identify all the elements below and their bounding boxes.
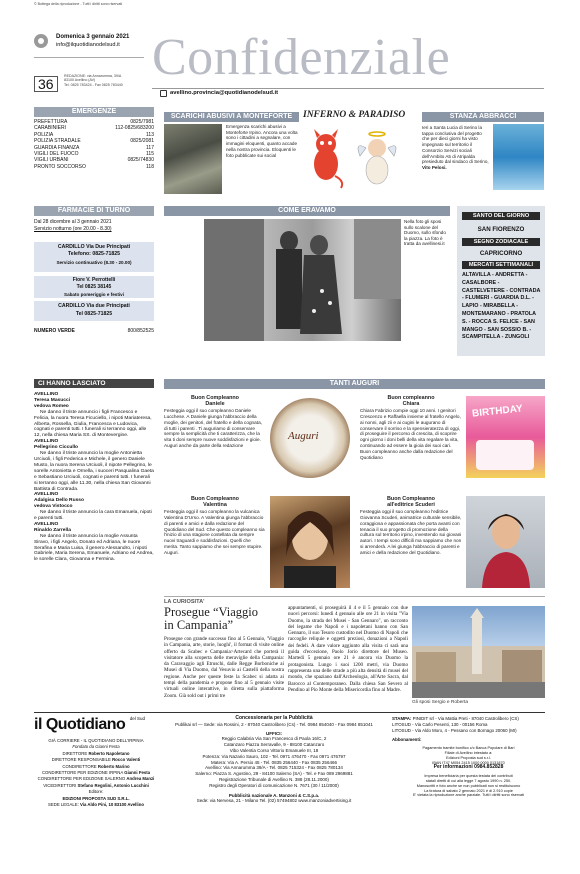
devil-illustration (305, 126, 347, 191)
emergenze-title: EMERGENZE (34, 107, 154, 117)
inferno-title: INFERNO & PARADISO (303, 110, 406, 120)
birthday-photo (466, 396, 545, 478)
come-eravamo-caption: Nella foto gli sposi sullo scalone del Duomo, sullo sfondo la piazza. La foto è tratta da avellinesi.it (404, 219, 446, 247)
header-email[interactable]: info@ilquotidianodelsud.it (56, 42, 120, 48)
farmacie-box: Dal 28 dicembre al 3 gennaio 2021 Servizio notturno (ore 20.00 - 8.30) (34, 219, 112, 232)
angel-illustration (352, 126, 402, 191)
list-item: PREFETTURA 0825/7981 (34, 119, 154, 125)
scarichi-photo (164, 124, 222, 194)
emergenze-list (34, 119, 154, 170)
scarichi-title: SCARICHI ABUSIVI A MONTEFORTE (164, 112, 299, 122)
curiosita-title: Prosegue “Viaggio in Campania” (164, 605, 259, 632)
auguri-title: TANTI AUGURI (164, 379, 545, 389)
title-email[interactable]: avellino.provincia@quotidianodelsud.it (170, 90, 279, 96)
farmacia-2: Fiore V. Perrottelli Tel 0825 38145 Sabato pomeriggio e festivi (34, 276, 154, 298)
valentina-photo (270, 496, 350, 588)
come-eravamo-title: COME ERAVAMO (164, 206, 450, 216)
page-number: 36 (34, 76, 58, 92)
footer-stampa: STAMPA: PINIDIT srl - Via Mattia Preti - 87040 Castrolibero (CS) LITOSUD - Via Carlo Pesenti, 130 - 00156 Roma LITOSUD - Via Aldo Moro, 4 - Pessano con Bornago 20060 (MI) Abbonamenti: Pagamento tramite bonifico c/c Banca Popolare di Bari Filiale di Avellino intestato a: Edizioni Proposta sud s.r.l. IBAN IT47 M054 2415 1000 0000 0131870 Per informazioni 0984.852828 Impresa beneficiaria per questa testata dei contributi statali diretti di cui alla legge 7 agosto 1990 n. 250. Manoscritti e foto anche se non pubblicati non si restituiscono La tiratura di sabato 2 gennaio 2021 è di 2.910 copie E' vietata la riproduzione anche parziale. Tutti i diritti sono riservati (392, 716, 525, 798)
curiosita-kicker: LA CURIOSITA' (164, 599, 205, 605)
section-title: Confidenziale (152, 29, 451, 86)
lasciato-list (34, 392, 154, 563)
footer-concessionaria: Concessionaria per la Pubblicità Publikai srl — Sede: via Rossini, 2 - 87040 Castrolibero (Cs) - Tel. 0984 854040 - Fax 0984 851041 UFFICI: Reggio Calabria Via San Francesco di Paola 16/C, 2 Catanzaro Piazza Serravalle, 9 - 88100 Catanzaro Vibo Valentia Corso Vittorio Emanuele III, 18 Potenza: Via Nazario Sauro, 102 - Tel. 0971 476470 - Fax 0971 476797 Matera: Via A. Persio 45 - Tel. 0835 256440 - Fax 0835 256466 Avellino: Via Annarumma 39/A - Tel. 0825 715324 - Fax 0825 780134 Salerno: Piazza S. Agostino, 29 - 84100 Salerno (SA) - Tel. e Fax 089 2969881 Registrazione Tribunale di Avellino N. 388 (28.11.2000) Registro degli Operatori di comunicazione N. 7671 (30 / 11/2000) Pubblicità nazionale A. Manzoni & C.S.p.a. Sede: via Nervesa, 21 - Milano Tel. (02) 57494802 www.manzoniadvertising.it (175, 715, 373, 804)
list-item: VIGILI URBANI 0825/74830 (34, 157, 154, 164)
list-item: AVELLINO Teresa Masucci vedova Romeo Ne danno il triste annuncio i figli Francesco e Felicia, la nuora Teresa Ficuciello, i nipoti Mariateresa, Alberta, Rossella, Giulia, Francesca e Ludovica, cognati e parenti tutti. I funerali si terranno oggi, alle 12, nella chiesa Maria SS. di Montevergine. (34, 392, 152, 439)
copyright-bar: © Bottega della riproduzione - Tutti i diritti sono riservati (34, 2, 123, 6)
list-item: AVELLINO Rinaldo Zarrella Ne danno il triste annuncio la moglie Assunta Siravo, i figli Angelo, Donato ed Adriana, le nuore Serafina e Maria Luisa, il genero Alessandro, i nipoti Gabriele, Maria Serena, Emanuele, Adriano ed Andrea, le sorelle Clara, Giovanna e Fermina. (34, 521, 154, 563)
piazza-photo (412, 606, 545, 698)
augurio-4: Buon Compleanno all'editrice Scuderi Festeggia oggi il suo compleanno l'editrice Giovanna Scuderi, animatrice culturale sensibile, coraggiosa e appassionata che porta avanti con tenacia il suo progetto di promozione della cultura sul territorio irpino, investendo sui giovani autori. I tempi sono difficili ma sappiamo che non si arrenderà. A lei giunga l'abbraccio di parenti e amici e della redazione del Quotidiano. (360, 496, 462, 556)
farmacia-3: CARDILLO Via due Principati Tel 0825-71825 (34, 301, 154, 321)
santo-name: SAN FIORENZO (477, 226, 525, 233)
header-date: Domenica 3 gennaio 2021 (56, 34, 130, 40)
list-item: VIGILI DEL FUOCO 115 (34, 151, 154, 158)
list-item: AVELLINO Pellegrino Ciccullo Ne danno il triste annuncio la moglie Antonietta Urciuoli, i figli Federica e Michele, il genero Daniele Musto, la nuora Serena Urciuoli, il nipote Pellegrino, le sorelle Antonietta e Ornella, i suoceri Pasqualina Gaeta e Sebastiano Urciuoli, cognati e parenti tutti. I funerali si terranno oggi, alle 11.30, nella chiesa San Giovanni Battista di Contrada. (34, 439, 154, 492)
stanza-text: Ieri a Santa Lucia di Serino la tappa conclusiva del progetto che per dieci giorni ha visto impegnato sul territorio il Consorzio Servizi sociali dell'Ambito A5 di Atripalda presieduto dal sindaco di Serino, Vito Pelosi. (422, 125, 489, 170)
stanza-title: STANZA ABBRACCI (422, 112, 544, 122)
envelope-icon (160, 90, 167, 97)
list-item: CARABINIERI 112-0825/683200 (34, 125, 154, 132)
list-item: AVELLINO Adalgisa Dello Russo vedova Vistocco Ne danno il triste annuncio la cara Emanuela, nipoti e parenti tutti. (34, 492, 152, 522)
birthday-banner: BIRTHDAY (471, 403, 524, 420)
lasciato-title: CI HANNO LASCIATO (34, 379, 154, 388)
list-item: POLIZIA 113 (34, 131, 154, 138)
logo-q-icon (34, 34, 48, 48)
wedding-photo (204, 219, 401, 341)
mercati-title: MERCATI SETTIMANALI (462, 261, 540, 269)
curiosita-col1: Prosegue con grande successo fino al 5 Gennaio, 'Viaggio in Campania, arte, storie, luoghi', il format di visite online offerto da Scabec e Campania>Artecard che porterà il visitatore alla scoperta delle meraviglie della Campania: da Caravaggio agli Etruschi, dalle Regge Borboniche ai Musei di Via Duomo, dal Vesuvio ai Castelli della nostra regione. Anche per queste feste la Scabec si adatta ai tempi della pandemia e propone fino al 5 gennaio visite virtuali online interattive, in diretta sulla piattaforma Zoom. Già sold out i primi tre (164, 636, 284, 699)
zodiaco-name: CAPRICORNO (479, 250, 523, 257)
cake-photo: Auguri (270, 398, 350, 478)
mercati-text: ALTAVILLA - ANDRETTA - CASALBORE - CASTELVETERE - CONTRADA - FLUMERI - GUARDIA D.L. - LAPIO - MIRABELLA - MONTEMARANO - PRATOLA S. - ROCCA S. FELICE - SAN MANGO - SAN SOSSIO B. - SCAMPITELLA - ZUNGOLI (462, 272, 541, 341)
augurio-3: Buon Compleanno Valentina Festeggia oggi il suo compleanno la vulcanica Valentina D'Urso. A Valentina giunga l'abbraccio di parenti e amici e dalla redazione del Quotidiano del Sud. Che questo compleanno sia l'inizio di una stagione costellata da sempre nuovi traguardi e soddisfazioni. Quelli che merita. Tanto sappiamo che sei sempre stupire. Auguri. (164, 496, 265, 556)
list-item: PRONTO SOCCORSO 118 (34, 163, 154, 170)
santo-title: SANTO DEL GIORNO (462, 212, 540, 220)
farmacie-title: FARMACIE DI TURNO (34, 206, 154, 216)
footer-credits: GIÀ CORRIERE - IL QUOTIDIANO DELL'IRPINIA Fondato da Gianni Festa DIRETTORE Roberto Napoletano DIRETTORE RESPONSABILE Rocco Valenti CONDIRETTORE Roberto Marino CONDIRETTORE PER EDIZIONE IRPINA Gianni Festa CONDIRETTORE PER EDIZIONE SALERNO Andrea Manzi VICEDIRETTORI Stefano Regolini, Antonio Lucchini Editore: EDIZIONI PROPOSTA SUD S.R.L. SEDE LEGALE: Via Aldo Pini, 10 83100 Avellino (37, 738, 155, 808)
augurio-1: Buon Compleanno Daniele Festeggia oggi il suo compleanno Daniele Lucchese. A Daniele giunga l'abbraccio della moglie, dei genitori, del fratello e della cognata, di tutti i parenti . Ti auguriamo di conservare sempre la semplicità che ti caratterizza, che la vita ti doni sempre nuove soddisfazioni e gioie. Auguri anche da parte della redazione (164, 395, 262, 449)
scuderi-photo (466, 496, 545, 588)
list-item: POLIZIA STRADALE 0825/2081 (34, 138, 154, 145)
curiosita-col2: appuntamenti, si proseguirà il 4 e il 5 gennaio con due nuovi percorsi: lunedì 4 gennaio alle ore 21 in visita "Via Duomo, la strada dei Musei - San Gennaro", un racconto del legame che Napoli e i napoletani hanno con San Gennaro, il suo Tesoro custodito nel Duomo di Napoli che raccoglie reliquie e oggetti preziosi, donazioni a Napoli dei fedeli. A dare valore aggiunto alla visita ci sarà una guida d'eccezione, Paolo Jorio direttore del Museo. Martedì 5 gennaio ore 21 è ancora via Duomo la protagonista. Lungo i suoi 1200 metri, via Duomo rappresenta una delle strade a più alta densità di musei del mondo, che spaziano dall'Archeologia, all'Arte Sacra, dal Barocco al Contemporaneo. Dalla chiesa San Severo al Pendino al Pio Monte della Misericordia fino al Madre. (288, 605, 408, 693)
augurio-2: Buon compleanno Chiara Chiara Fabrizio compie oggi 10 anni. I genitori Crescenzo e Raffaella insieme al fratello Angelo, ai nonni, agli zii e ai cugini le augurano di conservare il sorriso e la spensieratezza di oggi, di proseguire il percorso di crescita, di scoprire ogni giorno i doni belli della vita regalare la vita, continuando ad essere la gioia dei suoi cari. Buon compleanno anche dalla redazione del Quotidiano (360, 395, 461, 461)
zodiaco-title: SEGNO ZODIACALE (462, 238, 540, 246)
numero-verde: NUMERO VERDE 800/852525 (34, 328, 154, 334)
stanza-photo (493, 124, 544, 190)
piazza-caption: Gli sposi Sergio e Roberta (412, 700, 468, 705)
scarichi-text: Emergenza scarichi abusivi a Monteforte Irpino. Ancora una volta sono i cittadini a segnalare, con immagini eloquenti, quanto accade nella nostra provincia. Eloquenti le foto pubblicate sui social (226, 124, 298, 158)
footer-logo: il Quotidiano $^{del Sud}$ (34, 716, 145, 733)
list-item: GUARDIA FINANZA 117 (34, 144, 154, 151)
farmacia-1: CARDILLO Via Due Principati Telefono: 0825-71825 Servizio continuativo (8.30 - 20.00) (34, 242, 154, 272)
header-redazione: REDAZIONE: via Annarumma, 39/A 83100 Avellino (AV) Tel. 0825 783424 - Fax 0825 783440 (64, 74, 123, 87)
